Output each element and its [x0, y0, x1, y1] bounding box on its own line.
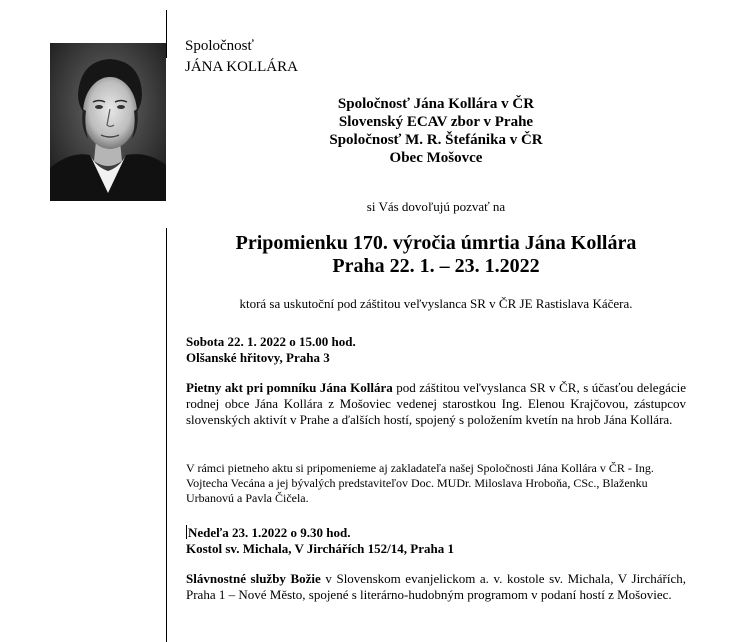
event1-note: V rámci pietneho aktu si pripomenieme aj zakladateľa našej Spoločnosti Jána Kollára v ČR - Ing. Vojtecha Vecána a jej bývalých predstaviteľov Doc. MUDr. Miloslava Hroboňa, CSc., Blaženku Urbanovú a Pavla Čičela.	[186, 461, 654, 505]
vertical-rule	[166, 228, 167, 642]
host-item: Slovenský ECAV zbor v Prahe	[338, 114, 534, 130]
org-name-line2: JÁNA KOLLÁRA	[185, 59, 298, 75]
event1-place: Olšanské hřitovy, Praha 3	[186, 350, 330, 365]
event1-description	[186, 380, 686, 428]
event1-text: pod záštitou veľvyslanca SR v ČR, s účasťou delegácie rodnej obce Jána Kollára z Mošoviec vedenej starostkou Ing. Elenou Krajčovou, zástupcov slovenských aktivít v Prahe a ďalších hostí, spojený s položením kvetín na hrob Jána Kollára.	[186, 380, 686, 427]
text-cursor	[186, 525, 187, 539]
patronage-text: ktorá sa uskutoční pod záštitou veľvyslanca SR v ČR JE Rastislava Káčera.	[239, 296, 633, 311]
event2-header	[186, 525, 686, 557]
event2-date: Nedeľa 23. 1.2022 o 9.30 hod.	[188, 525, 351, 540]
event1-date: Sobota 22. 1. 2022 o 15.00 hod.	[186, 334, 356, 349]
title-line2: Praha 22. 1. – 23. 1.2022	[332, 255, 540, 277]
portrait-image	[50, 43, 166, 201]
host-item: Spoločnosť Jána Kollára v ČR	[337, 96, 535, 112]
host-item: Obec Mošovce	[389, 150, 483, 166]
event1-highlight: Pietny akt pri pomníku Jána Kollára	[186, 380, 393, 395]
org-name-line1: Spoločnosť	[185, 38, 254, 54]
event2-text: v Slovenskom evanjelickom a. v. kostole sv. Michala, V Jirchářích, Praha 1 – Nové Město, spojené s literárno-hudobným programom v podaní hostí z Mošoviec.	[186, 571, 687, 602]
vertical-rule-top	[166, 10, 167, 58]
event2-highlight: Slávnostné služby Božie	[186, 571, 321, 586]
invite-text: si Vás dovoľujú pozvať na	[366, 199, 506, 214]
host-item: Spoločnosť M. R. Štefánika v ČR	[329, 132, 543, 148]
event-title	[186, 232, 686, 278]
event2-description	[186, 571, 686, 603]
event2-place: Kostol sv. Michala, V Jirchářích 152/14, Praha 1	[186, 541, 454, 556]
title-line1: Pripomienku 170. výročia úmrtia Jána Kollára	[235, 232, 637, 254]
hosts-list	[186, 95, 686, 167]
event1-header	[186, 334, 686, 366]
